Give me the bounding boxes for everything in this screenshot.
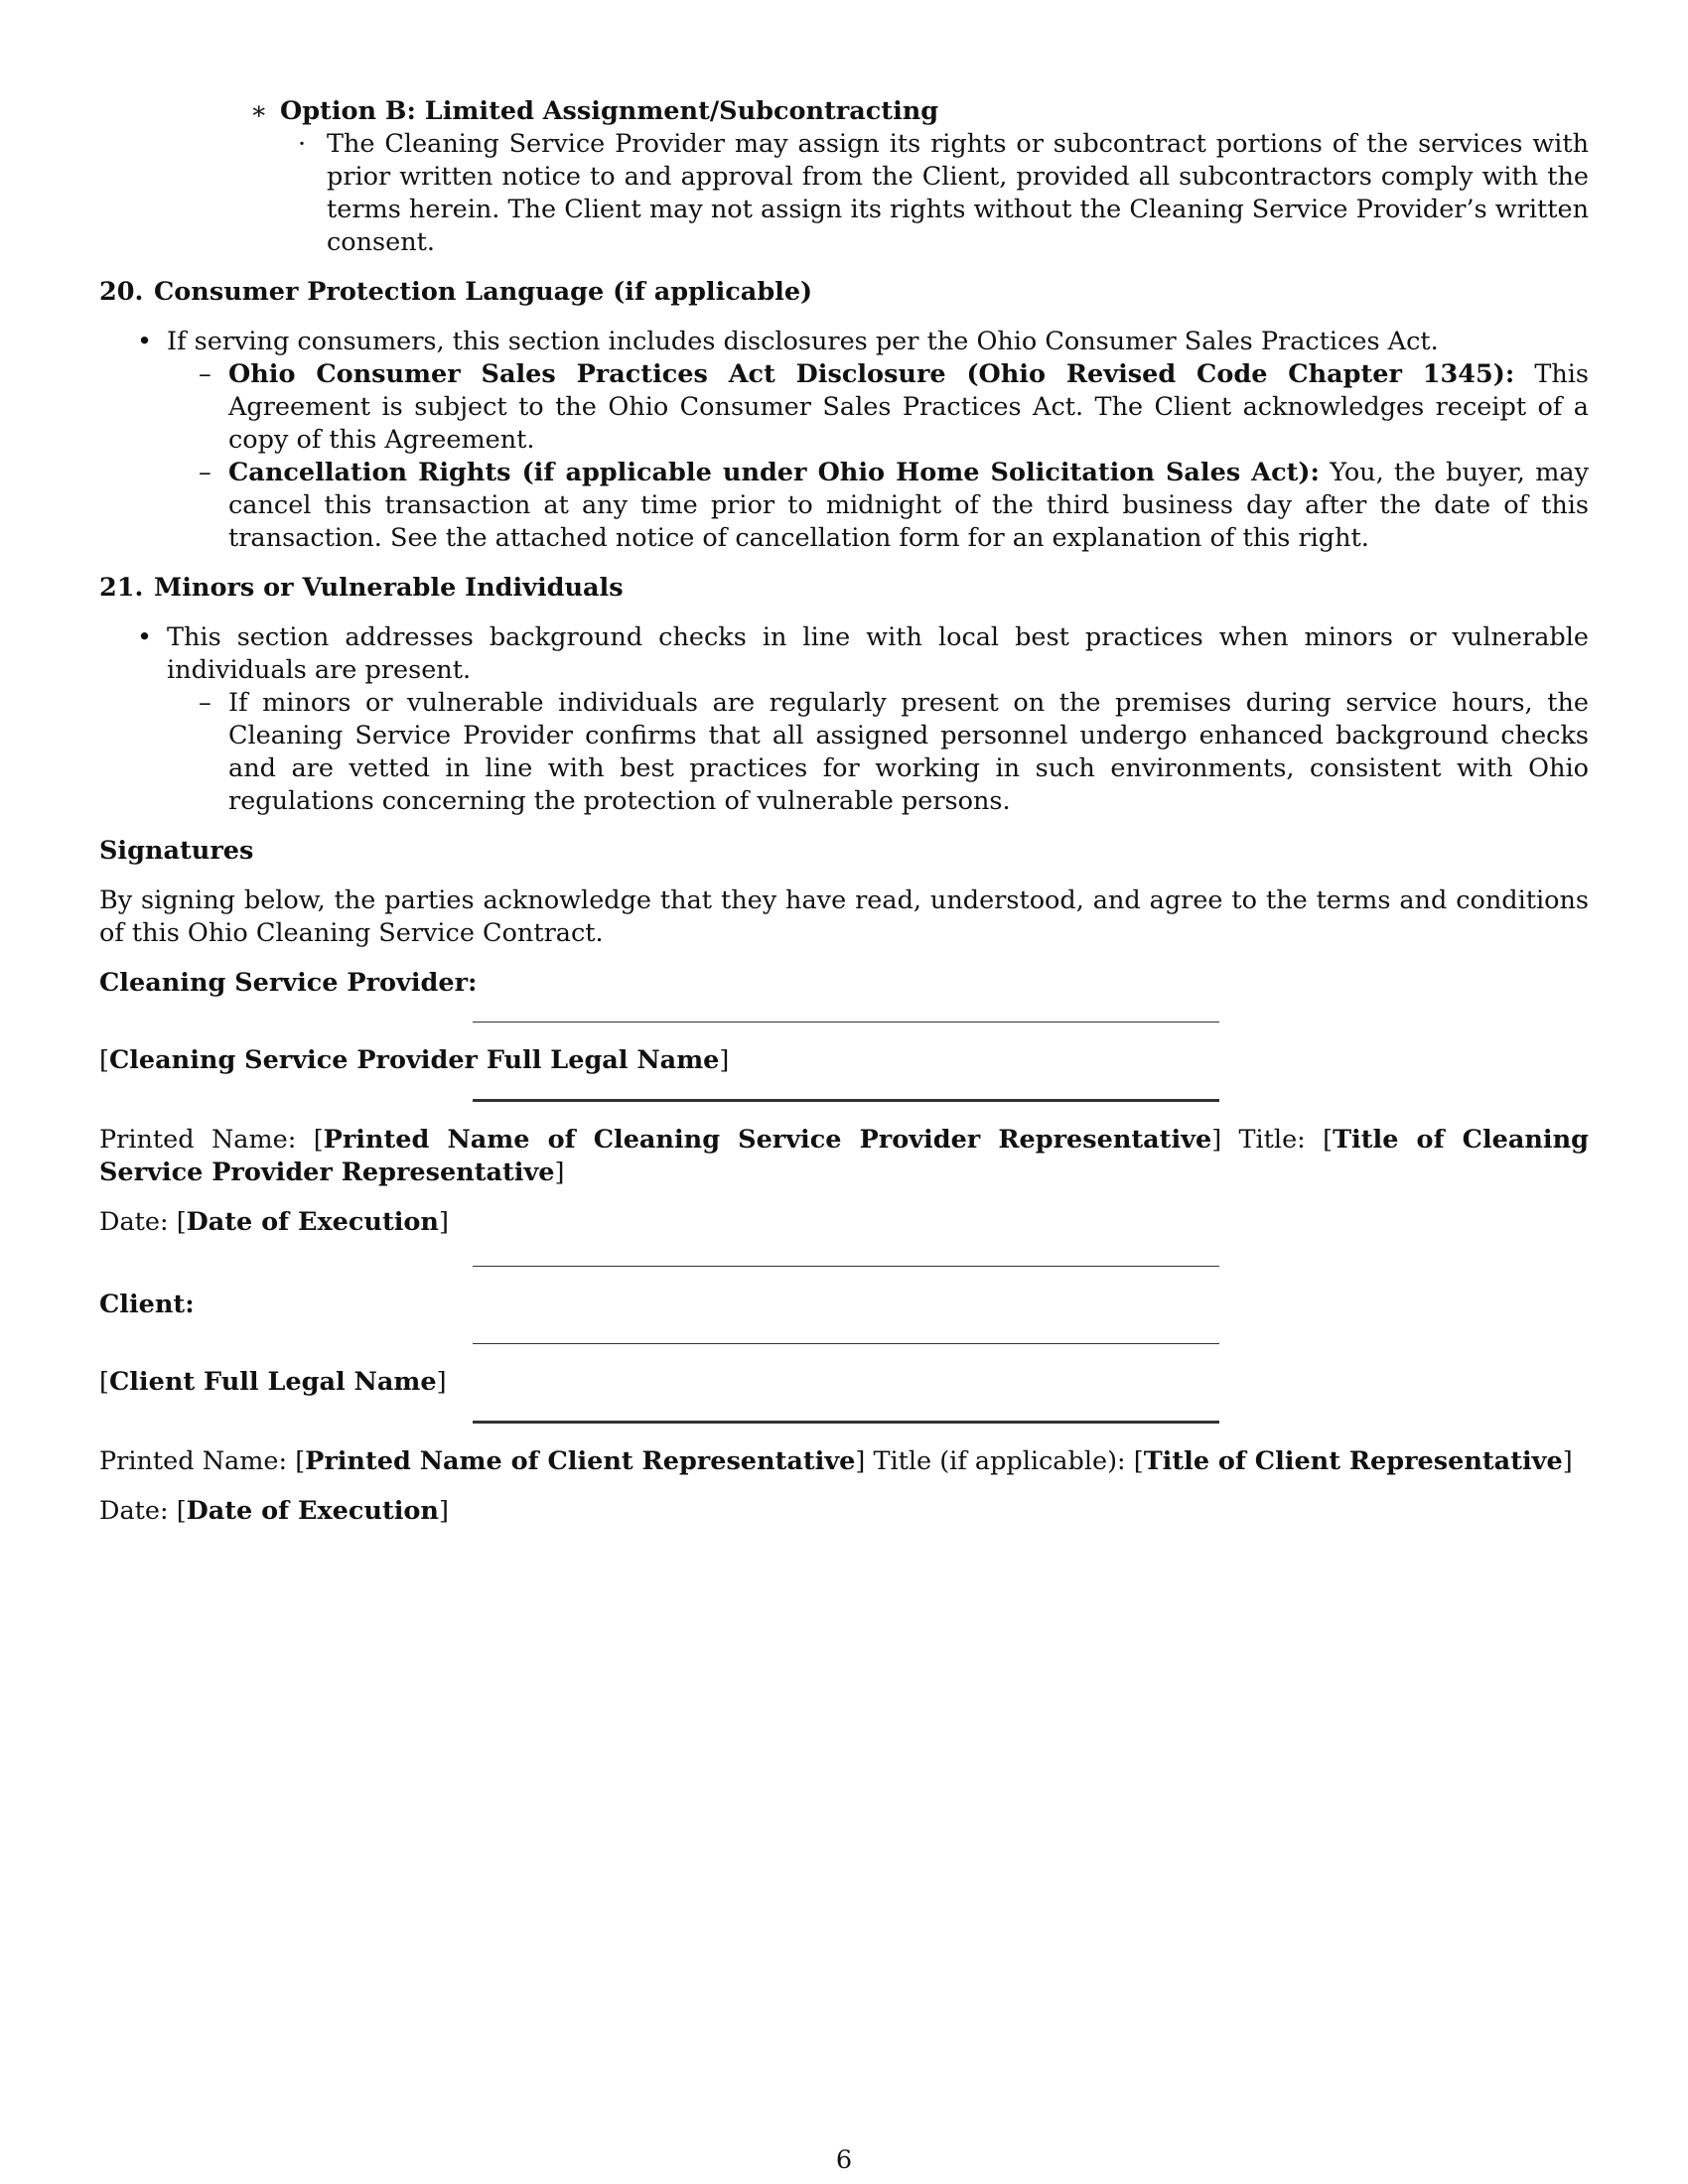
dash-marker: – <box>199 688 211 718</box>
section-20-item <box>99 358 1589 457</box>
signatures-heading: Signatures <box>99 836 254 866</box>
client-legal-name-value: Client Full Legal Name <box>108 1367 437 1397</box>
option-b-heading <box>99 95 1589 128</box>
provider-signature-line[interactable] <box>473 1022 1219 1023</box>
page-number: 6 <box>835 2145 853 2175</box>
section-21-bullet <box>99 621 1589 687</box>
printed-name-label: Printed Name: <box>99 1125 314 1155</box>
section-21-heading <box>99 572 1589 605</box>
document-page <box>99 95 1589 1528</box>
provider-heading: Cleaning Service Provider: <box>99 968 478 998</box>
title-value: Title of Client Representative <box>1143 1446 1563 1476</box>
option-b-body: The Cleaning Service Provider may assign its rights or subcontract portions of the services with prior written notice to and approval from the Client, provided all subcontractors comply with the terms herein. The Client may not assign its rights without the Cleaning Service Provider’s written consent. <box>327 129 1589 257</box>
client-name-line[interactable] <box>473 1421 1219 1424</box>
title-label: Title: <box>1221 1125 1324 1155</box>
section-21-item-text: If minors or vulnerable individuals are regularly present on the premises during service hours, the Cleaning Service Provider confirms that all assigned personnel undergo enhanced background checks and are vetted in line with best practices for working in such environments, consistent with Ohio regulations concerning the protection of vulnerable persons. <box>228 688 1589 816</box>
date-value: Date of Execution <box>186 1496 439 1526</box>
section-20-title: Consumer Protection Language (if applicable) <box>154 277 813 307</box>
date-label: Date: <box>99 1207 177 1237</box>
provider-legal-name: [Cleaning Service Provider Full Legal Name] <box>99 1045 730 1075</box>
option-b-title: Option B: Limited Assignment/Subcontracting <box>280 96 939 126</box>
printed-name-value: Printed Name of Client Representative <box>305 1446 856 1476</box>
section-20-item-text: You, the buyer, may cancel this transaction at any time prior to midnight of the third business day after the date of this transaction. See the attached notice of cancellation form for an explanation of this right. <box>228 458 1590 553</box>
section-20-bullet-text: If serving consumers, this section includes disclosures per the Ohio Consumer Sales Practices Act. <box>167 327 1439 356</box>
provider-legal-name-value: Cleaning Service Provider Full Legal Name <box>108 1045 720 1075</box>
section-20-item-text: This Agreement is subject to the Ohio Consumer Sales Practices Act. The Client acknowledges receipt of a copy of this Agreement. <box>228 359 1590 455</box>
client-signature-line[interactable] <box>473 1343 1219 1344</box>
section-21-title: Minors or Vulnerable Individuals <box>154 573 624 603</box>
client-date: Date: [Date of Execution] <box>99 1496 449 1526</box>
section-20-heading <box>99 276 1589 309</box>
section-20-number: 20. <box>99 277 144 307</box>
section-21-bullet-text: This section addresses background checks in line with local best practices when minors or vulnerable individuals are present. <box>167 622 1589 685</box>
signatures-intro: By signing below, the parties acknowledge that they have read, understood, and agree to the terms and conditions of this Ohio Cleaning Service Contract. <box>99 886 1589 948</box>
client-top-line[interactable] <box>473 1266 1219 1267</box>
printed-name-value: Printed Name of Cleaning Service Provider Representative <box>323 1125 1212 1155</box>
bullet-icon: • <box>137 327 153 356</box>
bullet-icon: • <box>137 622 153 652</box>
provider-printed-name: Printed Name: [Printed Name of Cleaning Service Provider Representative] Title: [Title of Cleaning Service Provider Representative] <box>99 1125 1589 1187</box>
date-label: Date: <box>99 1496 177 1526</box>
dot-marker: · <box>298 129 307 159</box>
section-21-item <box>99 687 1589 818</box>
client-printed-name: Printed Name: [Printed Name of Client Representative] Title (if applicable): [Title of Client Representative] <box>99 1446 1573 1476</box>
title-label: Title (if applicable): <box>865 1446 1134 1476</box>
dash-marker: – <box>199 458 211 487</box>
section-21-number: 21. <box>99 573 144 603</box>
section-20-item-label: Ohio Consumer Sales Practices Act Disclosure (Ohio Revised Code Chapter 1345): <box>228 359 1515 389</box>
section-20-item-label: Cancellation Rights (if applicable under Ohio Home Solicitation Sales Act): <box>228 458 1320 487</box>
section-20-item <box>99 457 1589 555</box>
option-b-text <box>99 128 1589 259</box>
title-value: Title of Cleaning Service Provider Representative <box>99 1125 1589 1187</box>
client-legal-name: [Client Full Legal Name] <box>99 1367 447 1397</box>
client-heading: Client: <box>99 1290 195 1319</box>
asterisk-marker: ∗ <box>250 96 268 126</box>
section-20-bullet <box>99 326 1589 358</box>
dash-marker: – <box>199 359 211 389</box>
provider-name-line[interactable] <box>473 1099 1219 1102</box>
provider-date: Date: [Date of Execution] <box>99 1207 449 1237</box>
printed-name-label: Printed Name: <box>99 1446 296 1476</box>
date-value: Date of Execution <box>186 1207 439 1237</box>
